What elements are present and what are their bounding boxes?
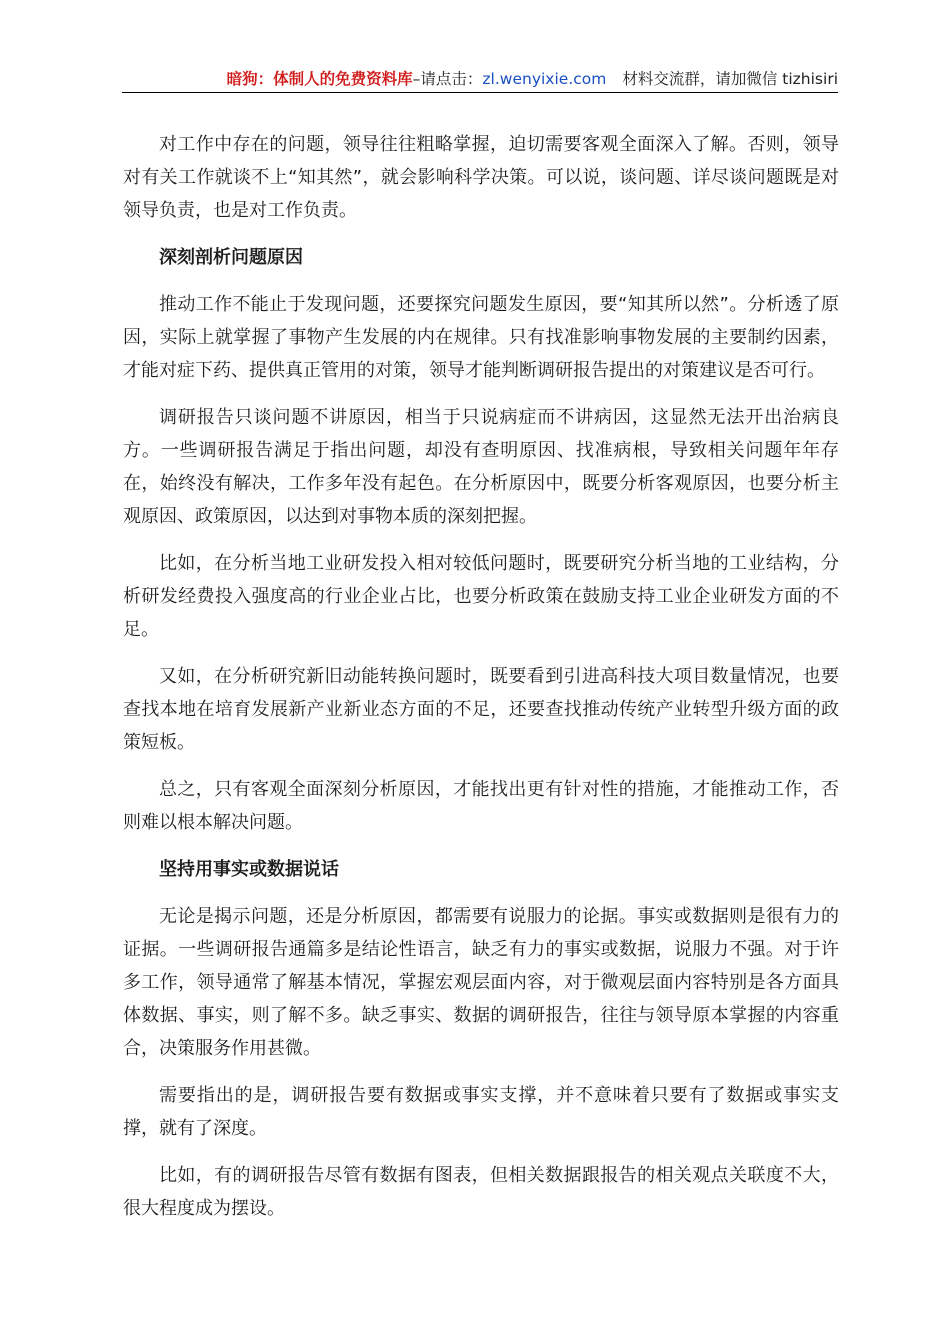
paragraph: 总之，只有客观全面深刻分析原因，才能找出更有针对性的措施，才能推动工作，否则难以根本解决问题。 [123,779,839,833]
section-heading: 深刻剖析问题原因 [159,247,303,268]
document-body [123,128,839,1239]
paragraph: 比如，有的调研报告尽管有数据有图表，但相关数据跟报告的相关观点关联度不大，很大程度成为摆设。 [123,1165,839,1219]
paragraph: 调研报告只谈问题不讲原因，相当于只说病症而不讲病因，这显然无法开出治病良方。一些调研报告满足于指出问题，却没有查明原因、找准病根，导致相关问题年年存在，始终没有解决，工作多年没有起色。在分析原因中，既要分析客观原因，也要分析主观原因、政策原因，以达到对事物本质的深刻把握。 [123,407,839,527]
section-heading: 坚持用事实或数据说话 [159,859,339,880]
header-url-link[interactable]: zl.wenyixie.com [482,70,607,88]
paragraph: 又如，在分析研究新旧动能转换问题时，既要看到引进高科技大项目数量情况，也要查找本地在培育发展新产业新业态方面的不足，还要查找推动传统产业转型升级方面的政策短板。 [123,666,839,753]
header-contact: 材料交流群，请加微信 tizhisiri [622,70,838,88]
paragraph: 比如，在分析当地工业研发投入相对较低问题时，既要研究分析当地的工业结构，分析研发经费投入强度高的行业企业占比，也要分析政策在鼓励支持工业企业研发方面的不足。 [123,553,839,640]
page-header [122,66,838,93]
header-brand: 暗狗：体制人的免费资料库 [226,70,413,88]
paragraph: 需要指出的是，调研报告要有数据或事实支撑，并不意味着只要有了数据或事实支撑，就有了深度。 [123,1085,839,1139]
paragraph: 推动工作不能止于发现问题，还要探究问题发生原因，要“知其所以然”。分析透了原因，实际上就掌握了事物产生发展的内在规律。只有找准影响事物发展的主要制约因素，才能对症下药、提供真正管用的对策，领导才能判断调研报告提出的对策建议是否可行。 [123,294,839,381]
header-prompt: –请点击： [412,70,483,88]
paragraph: 对工作中存在的问题，领导往往粗略掌握，迫切需要客观全面深入了解。否则，领导对有关工作就谈不上“知其然”，就会影响科学决策。可以说，谈问题、详尽谈问题既是对领导负责，也是对工作负责。 [123,134,839,221]
paragraph: 无论是揭示问题，还是分析原因，都需要有说服力的论据。事实或数据则是很有力的证据。一些调研报告通篇多是结论性语言，缺乏有力的事实或数据，说服力不强。对于许多工作，领导通常了解基本情况，掌握宏观层面内容，对于微观层面内容特别是各方面具体数据、事实，则了解不多。缺乏事实、数据的调研报告，往往与领导原本掌握的内容重合，决策服务作用甚微。 [123,906,839,1059]
